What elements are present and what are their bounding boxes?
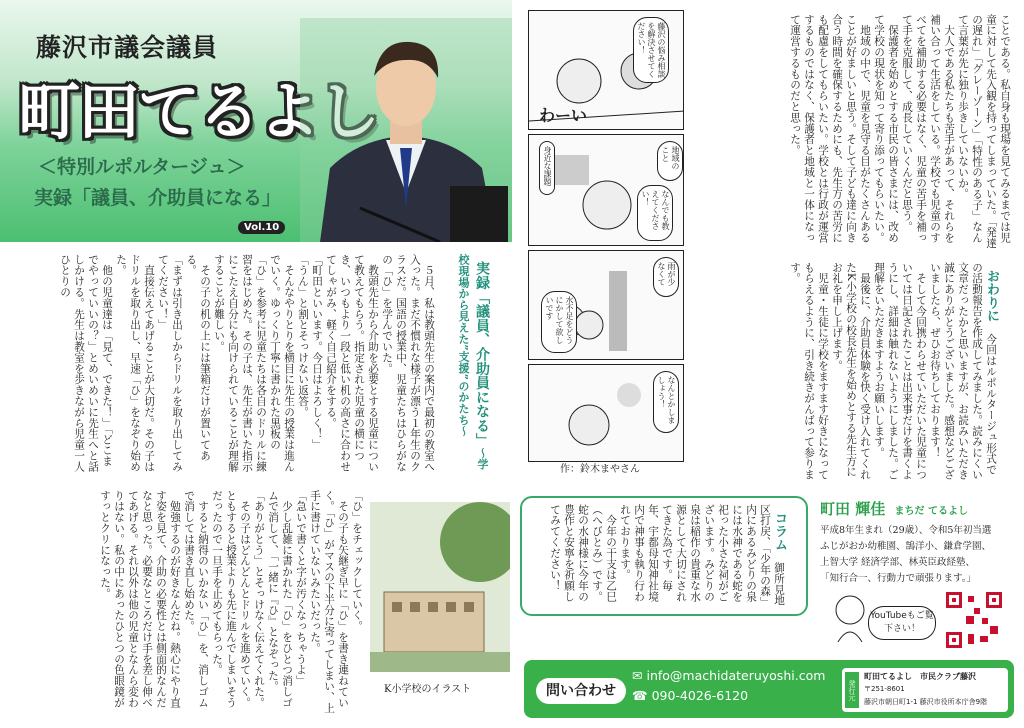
report-body-part2: 「ひ」をチェックしていく。 その子も矢継ぎ早に「ひ」を書き連ねていく。「ひ」がマスの下半分に寄ってしまい、上手に書けていないみたいだった。 「急いで書くと字が汚くなっちゃうよ」 少し乱雑に書かれた「ひ」をひとつ消しゴムで消して、「一緒に『ひ』となぞった。 「ありがとう」とそっけなく伝えてくれた。 その子はどんどんとドリルを進めていく。ともすると授業よりも先に進んでしまいそうだったので一旦手を止めてもらった。 すると納得のいかない「ひ」を、消しゴムで消しては書き直し始めた。 勉強するのが好きなんだね。熱心にやり直す姿を見て、介助の必要性とは側面的なんだなと思った。必要なところだけ手を差し伸べてあげる。それ以外は他の児童となんら変わりはない。私の中にあったひとつの色眼鏡がすっとクリになった。 [99,490,363,714]
profile-name-row [820,498,1020,519]
phone-icon: ☎ [632,688,648,703]
profile-line-4: 「知行合一、行動力で頑張ります。」 [820,573,976,584]
manga-bubble-1: 藤沢の悩み相談を解決させてください！ [633,17,669,83]
manga-panel-3 [528,250,684,360]
column-content [530,504,800,610]
school-illustration [370,502,510,672]
politician-name: 町田てるよし [18,75,379,148]
email-address[interactable]: info@machidateruyoshi.com [646,668,826,683]
politician-photo [300,18,512,242]
report-subheading: 〜学校現場から見えた”支援”のかたち〜 [457,254,489,470]
report-title: 実録「議員、介助員になる」 [34,187,282,209]
volume-badge: Vol.10 [238,221,285,234]
column-heading: コラム [772,511,787,552]
phone-number[interactable]: 090-4026-6120 [651,688,749,703]
manga-bubble-7: なんとかしましょう！ [653,371,679,433]
manga-bubble-3: 地域のこと [657,141,683,181]
issuer-name: 町田てるよし 市民クラブ藤沢 [864,672,976,681]
column-body: 御所見地区打戻、「少年の森」内にあるみどりの泉には水神である蛇を祀った小さな祠がございます。みどりの泉は稲作の貴重な水源として大切にされてきた為です。毎年、宇都母知神社境内で神事も執り行われております。 今年の干支は乙巳（へびとみ）です。蛇の水神様に今年の豊作と安寧を祈願してみてください！ [549,504,785,608]
contact-label: 問い合わせ [536,678,626,704]
profile-details [820,523,1020,587]
phone-row[interactable] [632,688,748,703]
profile-block [820,498,1020,587]
issuer-box [842,668,1008,712]
closing-body: 今回はルポルタージュ形式での活動報告を作成してみました。読みにくい文章だったかと思いますが、お読みいただき誠にありがとうございました。感想などございましたら、ぜひお待ちしております！ そして今回携わらせていただいた児童については日記されたことは出来事だけを書くようにし、詳細は触れないようにしました。ご理解をいただきますようお願いします。 最後に、介助員体験を快く受け入れてくれたK小学校の校長先生を始めとする先生方にお礼を申し上げます。 児童・生徒に学校をますます好きになってもらえるように、引き続きがんばって参ります。 [789,262,997,480]
profile-line-3: 上智大学 経済学部、林英臣政経塾、 [820,557,976,568]
manga-bubble-2: 身近な課題 [539,141,555,195]
mail-icon: ✉ [632,668,643,683]
special-report-label: ＜特別ルポルタージュ＞ [38,156,246,178]
qr-code[interactable] [944,590,1004,650]
manga-credit: 作：鈴木まやさん [560,464,640,475]
council-title: 藤沢市議会議員 [36,33,219,62]
report-heading-block [440,254,506,474]
issuer-postal: 〒251-8601 [864,685,905,693]
intro-continued-text: ことである。私自身も現場を見てみるまでは児童に対して先入観を持ってしまっていた。「発達の遅れ」「グレーゾーン」「特性のある子」なんて言葉が先に独り歩きしていないか。 大人である私たちも苦手があって、それらを補い合って生活をしている。学校でも児童のすべてを補助する必要はなく、児童の苦手を補って手を克服して、成長していくんだと思う。 保護者を始めとする市民の皆さまには、改めて学校の現状を知って寄り添ってもらいたい。 地域の中で、児童を見守る目がたくさんあることが好ましいと思う。そして子ども達に向き合う時間を確保するためにも、先生方の苦労にも配慮をしてもらいたい。学校とは行政が運営するものではなく、保護者と地域と一体になって運営するものだと思った。 [789,14,1011,249]
mascot-icon [830,592,870,642]
manga-bubble-6: 水不足をどうにかして欲しいです [541,291,577,353]
youtube-bubble: YouTubeもご覧下さい！ [868,606,936,640]
issuer-address: 藤沢市朝日町1-1 藤沢市役所本庁舎9階 [864,698,988,706]
email-row[interactable] [632,668,825,683]
manga-panel-2 [528,134,684,246]
profile-line-2: ふじがおか幼稚園、鵠洋小、鎌倉学園、 [820,541,992,552]
report-heading: 実録「議員、介助員になる」 [474,261,490,448]
manga-bubble-4: なんでも教えてください！ [637,185,673,241]
profile-kana: まちだ てるよし [894,506,968,517]
manga-panel-4 [528,364,684,462]
issuer-tag: 発行元 [845,672,859,708]
closing-section [700,262,1012,486]
closing-heading: おわりに [984,269,999,323]
manga-panel-1 [528,10,684,130]
illustration-caption: K小学校のイラスト [384,684,472,695]
manga-sfx: わーい [539,106,588,125]
profile-line-1: 平成8年生まれ（29歳）、令和5年初当選 [820,525,992,536]
manga-strip [524,10,688,470]
manga-bubble-5: 雨が少なくて [653,257,679,297]
report-body-part1: ５月、私は教頭先生の案内で最初の教室へ入った。まだ不慣れな様子が漂う１年生のクラスだ。国語の授業中、児童たちはひらがなの「ひ」を学んでいた。 教頭先生から介助を必要とする児童について教えてもらう。指定された児童の横につき、いつもより一段と低い机の高さに合わせてしゃがみ、軽く自己紹介をする。 「町田といいます。今日はよろしく！」 「うん」と割とそっけない返答。 そんなやりとりを横目に先生の授業は進んでいく。ゆっくり丁寧に書かれた黒板の「ひ」を参考に児童たちは各自のドリルに練習をはじめた。その子は、先生が書いた指示にこたえ自分にも向けられていることが理解することが難しい。 その子の机の上には筆箱だけが置いてある。 「まずは引き出しからドリルを取り出してみてください！」 直接伝えてあげることが大切だ。その子はドリルを取り出し、早速「ひ」をなぞり始めた。 他の児童達は「見て、できた！」「どこまでやっていいの？」とめいめいに先生へと話しかける。先生は教室を歩きながら児童一人ひとりの [59,254,435,472]
profile-name: 町田 輝佳 [820,500,886,518]
